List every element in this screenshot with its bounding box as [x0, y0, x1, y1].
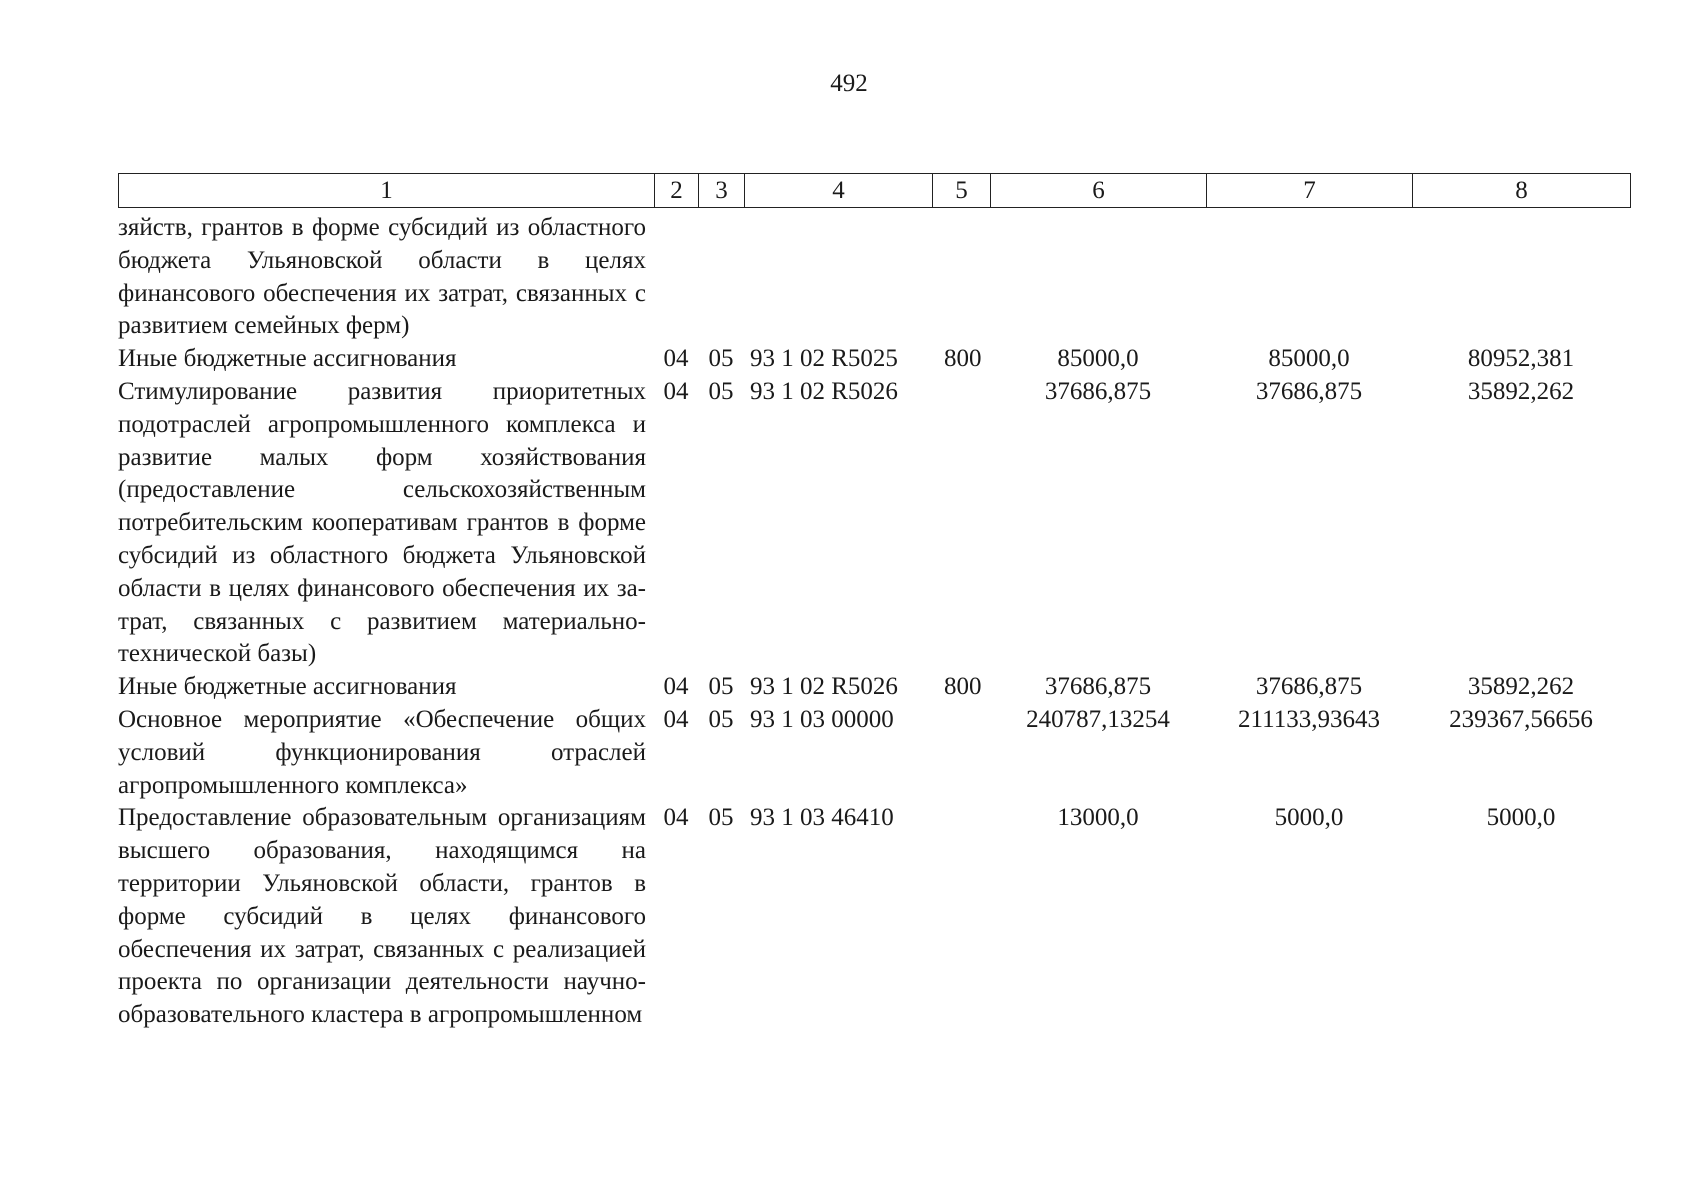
- cell-amount-col7: 85000,0: [1268, 345, 1350, 373]
- cell-amount-col8: 80952,381: [1467, 345, 1575, 373]
- cell-target-code: 93 1 02 R5026: [750, 377, 898, 405]
- header-col-2: 2: [655, 174, 699, 208]
- row-description: зяйств, грантов в форме субсидий из областного бюджета Ульяновской области в целях финансового обеспечения их затрат, связанных с развитием семейных ферм): [118, 214, 646, 340]
- header-col-3: 3: [699, 174, 745, 208]
- table-header: [118, 173, 1631, 208]
- cell-amount-col8: 35892,262: [1467, 377, 1575, 405]
- header-col-5: 5: [933, 174, 991, 208]
- cell-amount-col8: 239367,56656: [1449, 705, 1593, 733]
- table-row: [118, 376, 1630, 671]
- cell-amount-col7: 37686,875: [1255, 673, 1363, 701]
- cell-section: [654, 212, 698, 343]
- cell-expense-type: [932, 376, 990, 671]
- row-description: Иные бюджетные ассигнования: [118, 345, 457, 373]
- cell-section: 04: [663, 804, 689, 832]
- cell-section: 04: [663, 673, 689, 701]
- header-col-7: 7: [1207, 174, 1413, 208]
- row-description: Основное мероприятие «Обеспечение общих условий функционирования отраслей агропромышленного комплекса»: [118, 705, 646, 799]
- cell-expense-type: 800: [944, 673, 982, 701]
- cell-subsection: 05: [708, 345, 734, 373]
- cell-amount-col6: 13000,0: [1057, 804, 1139, 832]
- cell-target-code: [744, 212, 932, 343]
- table-row: [118, 704, 1630, 802]
- table-row: [118, 802, 1630, 1032]
- cell-section: 04: [663, 705, 689, 733]
- cell-expense-type: 800: [944, 345, 982, 373]
- cell-subsection: 05: [708, 673, 734, 701]
- table-row: [118, 212, 1630, 343]
- cell-section: 04: [663, 345, 689, 373]
- cell-amount-col6: 37686,875: [1044, 673, 1152, 701]
- header-col-8: 8: [1413, 174, 1631, 208]
- row-description: Предоставление образовательным организациям высшего образования, находящимся на территории Ульяновской области, грантов в форме субсидий в целях финансового обеспечения их затрат, связанных с реализацией проекта по организации деятельности научно-образовательного кластера в агропромышленном: [118, 804, 646, 1029]
- cell-amount-col6: 240787,13254: [1026, 705, 1170, 733]
- cell-target-code: 93 1 02 R5025: [750, 345, 898, 373]
- cell-amount-col6: 37686,875: [1044, 377, 1152, 405]
- header-col-4: 4: [745, 174, 933, 208]
- cell-expense-type: [932, 704, 990, 802]
- cell-amount-col8: 35892,262: [1467, 673, 1575, 701]
- cell-amount-col7: 5000,0: [1274, 804, 1344, 832]
- cell-subsection: [698, 212, 744, 343]
- page-number: 492: [830, 70, 868, 97]
- cell-amount-col7: [1206, 212, 1412, 343]
- cell-amount-col7: 211133,93643: [1238, 705, 1380, 733]
- cell-subsection: 05: [708, 377, 734, 405]
- cell-amount-col7: 37686,875: [1255, 377, 1363, 405]
- header-col-1: 1: [119, 174, 655, 208]
- cell-target-code: 93 1 03 00000: [750, 705, 894, 733]
- cell-target-code: 93 1 02 R5026: [750, 673, 898, 701]
- cell-amount-col6: 85000,0: [1057, 345, 1139, 373]
- table-row: [118, 343, 1630, 376]
- cell-amount-col8: 5000,0: [1486, 804, 1556, 832]
- header-col-6: 6: [991, 174, 1207, 208]
- cell-target-code: 93 1 03 46410: [750, 804, 894, 832]
- cell-subsection: 05: [708, 705, 734, 733]
- row-description: Стимулирование развития приоритетных подотраслей агропромышленного комплекса и развитие малых форм хозяйствования (предоставление сельскохозяйственным потребительским кооперативам грантов в форме субсидий из областного бюджета Ульяновской области в целях финансового обеспечения их затрат, связанных с развитием материально-технической базы): [118, 377, 646, 668]
- row-description: Иные бюджетные ассигнования: [118, 673, 457, 701]
- budget-table: [118, 212, 1630, 1032]
- cell-amount-col6: [990, 212, 1206, 343]
- cell-expense-type: [932, 212, 990, 343]
- cell-amount-col8: [1412, 212, 1630, 343]
- cell-subsection: 05: [708, 804, 734, 832]
- table-row: [118, 671, 1630, 704]
- cell-section: 04: [663, 377, 689, 405]
- cell-expense-type: [932, 802, 990, 1032]
